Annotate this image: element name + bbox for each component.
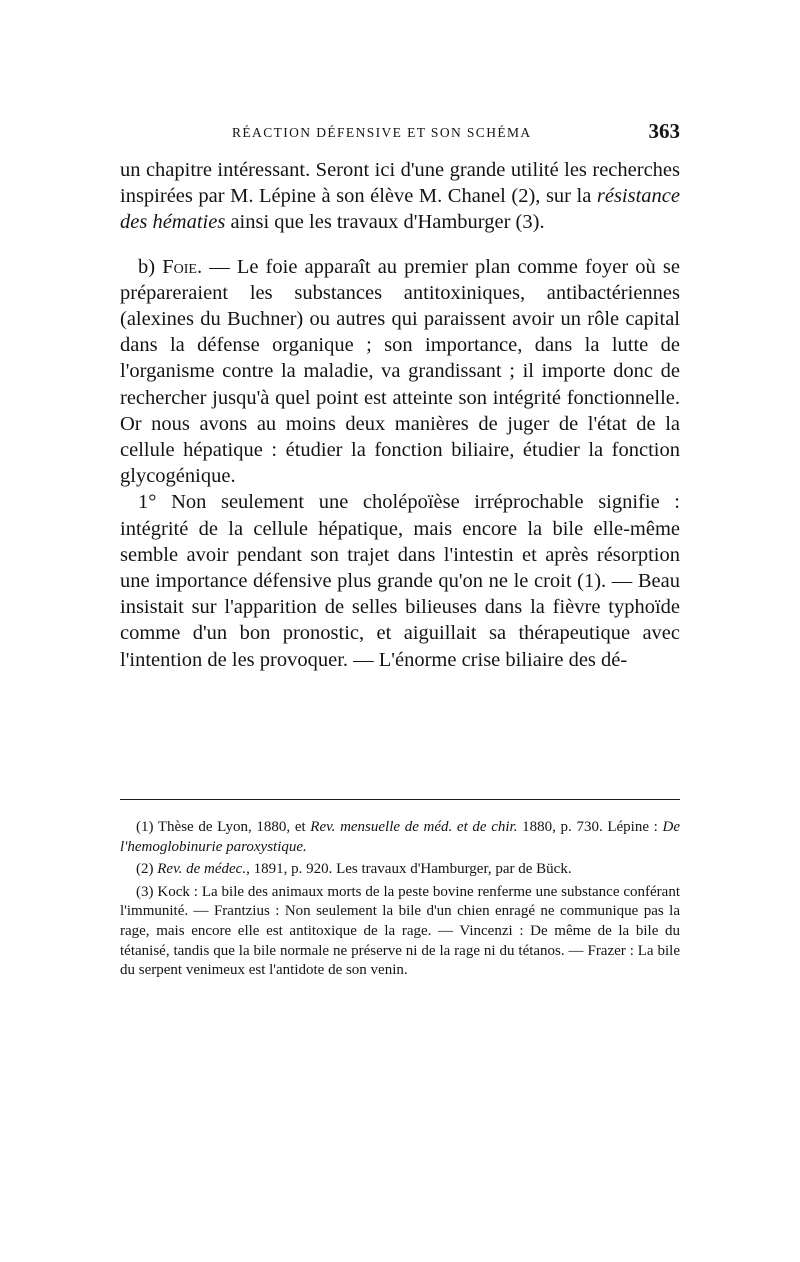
footnote-divider [120, 799, 680, 800]
paragraph-continuation: un chapitre intéressant. Seront ici d'une grande utilité les recherches inspirées par M. Lépine à son élève M. Chanel (2), sur la résistance des hématies ainsi que les travaux d'Hamburger (3). [120, 159, 680, 234]
footnote-3: (3) Kock : La bile des animaux morts de la peste bovine renferme une substance conférant l'immunité. — Frantzius : Non seulement la bile d'un chien enragé ne communique pas la rage, mais encore elle est antitoxique de la rage. — Vincenzi : De même de la bile du tétanisé, tandis que la bile normale ne préserve ni de la rage ni du tétanos. — Frazer : La bile du serpent venimeux est l'antidote de son venin. [120, 883, 680, 979]
section-title: Foie [162, 255, 197, 278]
footnotes [120, 818, 680, 984]
page-header [120, 121, 680, 145]
paragraph-foie: b) Foie. — Le foie apparaît au premier plan comme foyer où se prépareraient les substances antitoxiniques, antibactériennes (alexines du Buchner) ou autres qui paraissent avoir un rôle capital dans la défense organique ; son importance, dans la lutte de l'organisme contre la maladie, va grandissant ; il importe donc de rechercher jusqu'à quel point est atteinte son intégrité fonctionnelle. Or nous avons au moins deux manières de juger de l'état de la cellule hépatique : étudier la fonction biliaire, étudier la fonction glycogénique. [120, 255, 680, 488]
page-number: 363 [648, 119, 680, 143]
footnote-2: (2) Rev. de médec., 1891, p. 920. Les travaux d'Hamburger, par de Bück. [136, 861, 572, 878]
emphasis: résistance des hématies [120, 185, 680, 234]
main-text [120, 157, 680, 673]
footnote-1: (1) Thèse de Lyon, 1880, et Rev. mensuelle de méd. et de chir. 1880, p. 730. Lépine : De l'hemoglobinurie paroxystique. [120, 819, 680, 855]
section-label: b) [138, 255, 163, 278]
paragraph-cholepoiese: 1° Non seulement une cholépoïèse irréprochable signifie : intégrité de la cellule hépatique, mais encore la bile elle-même semble avoir pendant son trajet dans l'intestin et après résorption une importance défensive plus grande qu'on ne le croit (1). — Beau insistait sur l'apparition de selles bilieuses dans la fièvre typhoïde comme d'un bon pronostic, et aiguillait sa thérapeutique avec l'intention de les provoquer. — L'énorme crise biliaire des dé- [120, 491, 680, 671]
running-head: RÉACTION DÉFENSIVE ET SON SCHÉMA [232, 125, 532, 140]
